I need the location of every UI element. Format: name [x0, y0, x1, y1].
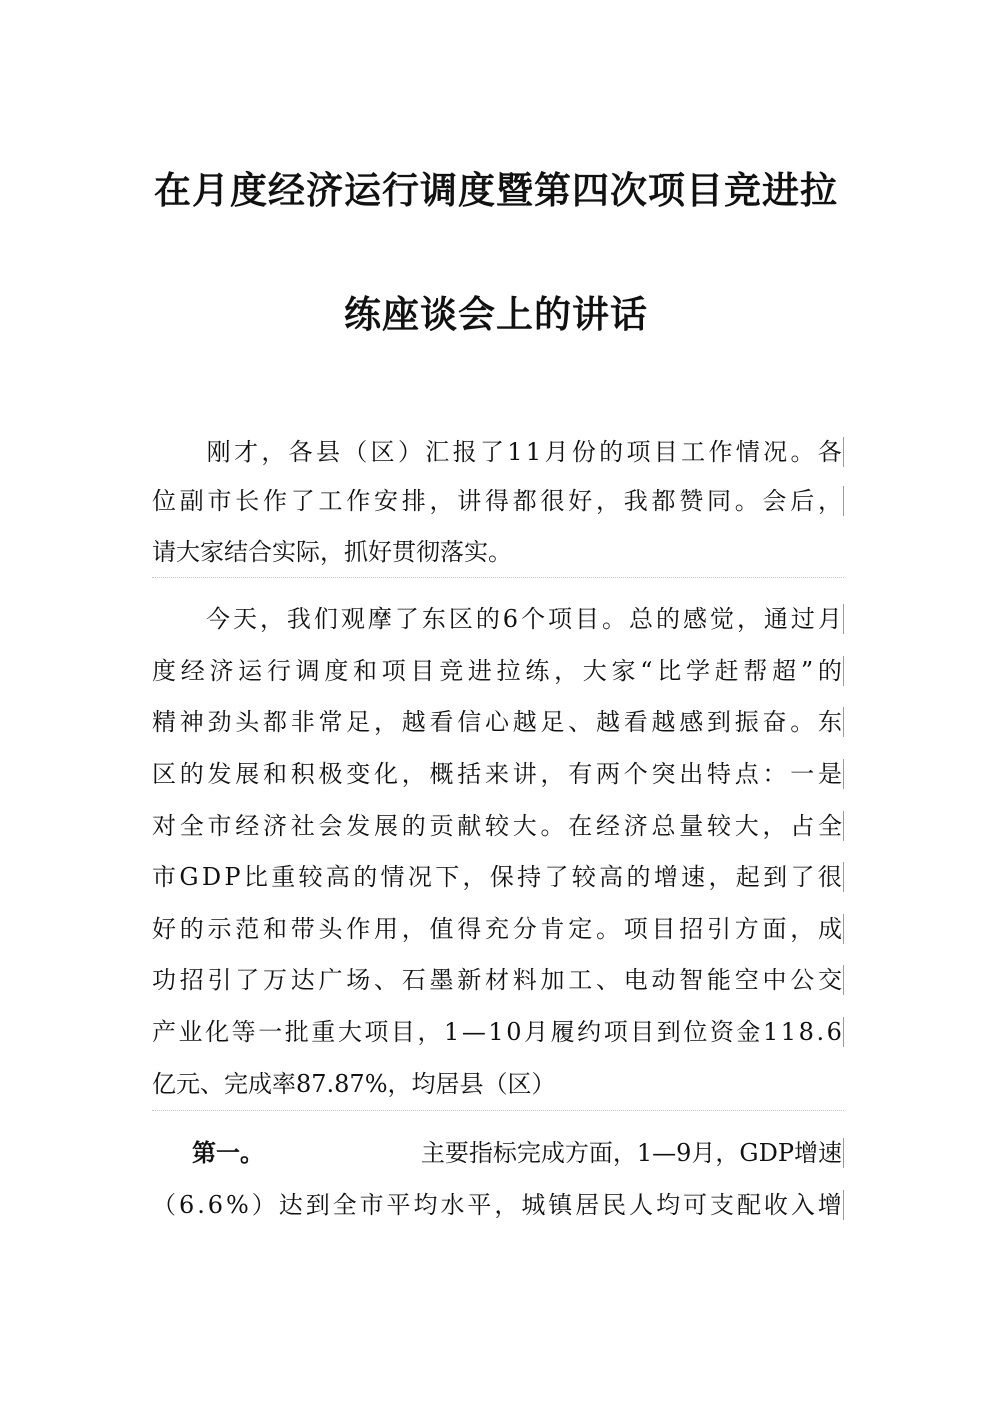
margin-mark [843, 486, 844, 516]
paragraph-3-line-1-text: 主要指标完成方面，1—9月，GDP增速 [420, 1139, 842, 1167]
paragraph-2-line-10: 亿元、完成率87.87%，均居县（区） [152, 1070, 556, 1098]
paragraph-2-line-6: 市 G D P 比 重 较 高 的 情 况 下 ， 保 持 了 较 高 的 增 速 ， 起 到 了 很 [152, 863, 842, 891]
paragraph-1-line-1: 刚 才 ， 各 县 （ 区 ） 汇 报 了 1 1 月 份 的 项 目 工 作 情 况 。 各 [206, 438, 842, 466]
margin-mark [843, 656, 844, 686]
margin-mark [843, 437, 844, 467]
paragraph-1-line-2: 位 副 市 长 作 了 工 作 安 排 ， 讲 得 都 很 好 ， 我 都 赞 同 。 会 后 ， [152, 487, 842, 515]
document-title-line-2: 练座谈会上的讲话 [344, 292, 648, 336]
margin-mark [843, 604, 844, 634]
paragraph-2-line-7: 好 的 示 范 和 带 头 作 用 ， 值 得 充 分 肯 定 。 项 目 招 引 方 面 ， 成 [152, 915, 842, 943]
margin-mark [843, 707, 844, 737]
paragraph-2-line-2: 度 经 济 运 行 调 度 和 项 目 竞 进 拉 练 ， 大 家 “ 比 学 赶 帮 超 ” 的 [152, 657, 842, 685]
paragraph-separator [152, 1110, 844, 1111]
margin-mark [843, 811, 844, 841]
margin-mark [843, 1138, 844, 1168]
paragraph-2-line-1: 今 天 ， 我 们 观 摩 了 东 区 的 6 个 项 目 。 总 的 感 觉 ， 通 过 月 [205, 605, 842, 633]
margin-mark [843, 965, 844, 995]
paragraph-3-line-1 [152, 1131, 842, 1175]
paragraph-3-line-2: （ 6 . 6 % ） 达 到 全 市 平 均 水 平 ， 城 镇 居 民 人 均 可 支 配 收 入 增 [152, 1191, 842, 1219]
margin-mark [843, 914, 844, 944]
margin-mark [843, 1017, 844, 1047]
paragraph-2-line-8: 功 招 引 了 万 达 广 场 、 石 墨 新 材 料 加 工 、 电 动 智 能 空 中 公 交 [152, 966, 842, 994]
paragraph-2-line-9: 产 业 化 等 一 批 重 大 项 目 ， 1 — 1 0 月 履 约 项 目 到 位 资 金 1 1 8 . 6 [152, 1018, 842, 1046]
paragraph-separator [152, 577, 844, 578]
margin-mark [843, 862, 844, 892]
paragraph-3-lead: 第一。 [192, 1138, 264, 1167]
paragraph-2-line-3: 精 神 劲 头 都 非 常 足 ， 越 看 信 心 越 足 、 越 看 越 感 到 振 奋 。 东 [152, 708, 842, 736]
margin-mark [843, 759, 844, 789]
paragraph-2-line-4: 区 的 发 展 和 积 极 变 化 ， 概 括 来 讲 ， 有 两 个 突 出 特 点 ： 一 是 [152, 760, 842, 788]
document-title-line-1: 在月度经济运行调度暨第四次项目竞进拉 [154, 168, 838, 212]
margin-mark [843, 1190, 844, 1220]
paragraph-1-line-3: 请大家结合实际，抓好贯彻落实。 [152, 538, 512, 566]
paragraph-2-line-5: 对 全 市 经 济 社 会 发 展 的 贡 献 较 大 。 在 经 济 总 量 较 大 ， 占 全 [152, 812, 842, 840]
